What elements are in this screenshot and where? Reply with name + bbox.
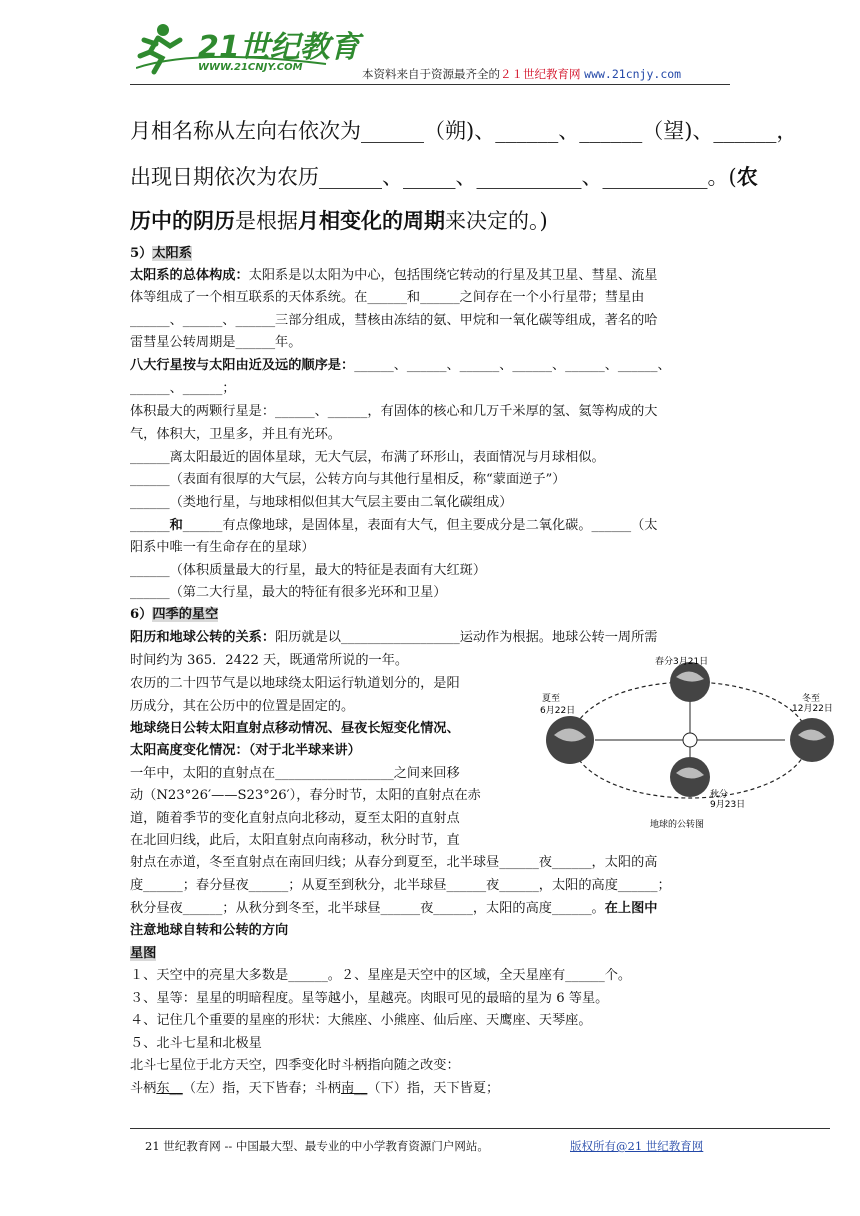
label-summer-1: 夏至 [542,694,561,704]
intro-line-1: 月相名称从左向右依次为______（朔)、______、______（望)、______， [130,119,798,143]
s5-composition-4: 雷彗星公转周期是______年。 [130,335,302,350]
s5-composition-1 [130,266,658,285]
composition-label: 太阳系的总体构成： [130,268,249,283]
calendar-text-a: 阳历就是以 [275,630,341,645]
dipper-south: 南__ [341,1081,368,1096]
order-blanks: ______、______、______、______、______、______、 [354,358,671,373]
logo-url: WWW.21CNJY.COM [198,62,303,73]
earth-summer-icon [546,716,594,764]
s5-earth-1 [130,516,658,535]
intro-text-a: 是根据 [235,209,298,233]
s6-year-1 [130,764,460,783]
label-winter-1: 冬至 [802,694,821,704]
s5-order-2: ______、______； [130,381,236,396]
s5-jupiter: ______（体积质量最大的行星，最大的特征是表面有大红斑） [130,563,487,578]
stars-item-1: １、天空中的亮星大多数是______。２、星座是天空中的区域，全天星座有______个。 [130,968,632,983]
s6-motion-1: 地球绕日公转太阳直射点移动情况、昼夜长短变化情况、 [130,721,460,736]
calendar-text-b: 运动作为根据。地球公转一周所需 [459,630,658,645]
label-autumn-2: 9月23日 [710,800,746,810]
earth-blank: ______ [130,518,170,533]
label-summer-2: 6月22日 [540,706,576,716]
dipper-east: 东__ [156,1081,183,1096]
dipper-line-2 [130,1079,499,1098]
earth-spring-icon [670,662,710,702]
s6-year-2: 动（N23°26′——S23°26′），春分时节，太阳的直射点在赤 [130,788,481,803]
earth-and: 和 [169,518,183,533]
intro-lunar-term: 历中的阴历 [130,208,235,233]
diagram-caption: 地球的公转图 [650,820,705,830]
s5-composition-2: 体等组成了一个相互联系的天体系统。在______和______之间存在一个小行星带；彗星由 [130,290,645,305]
intro-line-3 [130,208,548,234]
stars-item-3: ３、星等：星星的明暗程度。星等越小，星越亮。肉眼可见的最暗的星为 6 等星。 [130,991,609,1006]
earth-winter-icon [790,718,834,762]
year-7-bold: 在上图中 [604,901,658,916]
s6-lunar-2: 历成分，其在公历中的位置是固定的。 [130,699,355,714]
sun-icon [683,733,697,747]
dipper-text-c: （下）指，天下皆夏； [367,1081,500,1096]
earth-text: ______有点像地球，是固体星，表面有大气，但主要成分是二氧化碳。______（太 [182,518,658,533]
stars-title: 星图 [130,946,157,961]
label-spring: 春分3月21日 [655,657,709,667]
s5-venus: ______（表面有很厚的大气层，公转方向与其他行星相反，称“蒙面逆子”） [130,472,566,487]
section-5-number: 5） [130,246,153,261]
logo-text: 21世纪教育 [198,30,360,65]
s6-lunar-1: 农历的二十四节气是以地球绕太阳运行轨道划分的，是阳 [130,676,460,691]
calendar-blank: __________________ [341,630,460,645]
dipper-text-a: 斗柄 [130,1081,157,1096]
intro-line-2-bold: 农 [736,164,758,189]
s6-year-8: 注意地球自转和公转的方向 [130,923,289,938]
earth-autumn-icon [670,757,710,797]
intro-period-term: 月相变化的周期 [298,208,445,233]
header-tagline [362,66,681,82]
s6-year-3: 道，随着季节的变化直射点向北移动，夏至太阳的直射点 [130,811,460,826]
s5-earth-2: 阳系中唯一有生命存在的星球） [130,540,315,555]
s6-year-4: 在北回归线，此后，太阳直射点向南移动，秋分时节，直 [130,833,460,848]
section-5-heading [130,244,192,263]
earth-orbit-diagram [540,655,840,835]
s5-order-1 [130,356,671,375]
site-logo[interactable] [136,18,360,78]
composition-text: 太阳系是以太阳为中心，包括围绕它转动的行星及其卫星、彗星、流星 [248,268,658,283]
s6-motion-2: 太阳高度变化情况：（对于北半球来讲） [130,743,361,758]
orbit-diagram-svg [540,655,840,835]
intro-line-2 [130,164,758,190]
stars-heading [130,944,156,963]
dipper-text-b: （左）指，天下皆春；斗柄 [182,1081,341,1096]
year-blank: __________________ [275,766,394,781]
year-text-b: 之间来回移 [393,766,460,781]
label-winter-2: 12月22日 [792,704,833,714]
tagline-prefix: 本资料来自于资源最齐全的 [362,67,500,81]
stars-item-5: ５、北斗七星和北极星 [130,1036,262,1051]
s6-year-6: 度______；春分昼夜______；从夏至到秋分，北半球昼______夜______，太阳的高度______； [130,878,671,893]
order-label: 八大行星按与太阳由近及远的顺序是： [130,358,355,373]
s5-largest-1: 体积最大的两颗行星是：______、______，有固体的核心和几万千米厚的氢、氦等构成的大 [130,404,658,419]
intro-line-2-text: 出现日期依次为农历______、_____、__________、__________。( [130,165,737,189]
tagline-url-link[interactable]: www.21cnjy.com [584,67,682,81]
dipper-line-1: 北斗七星位于北方天空，四季变化时斗柄指向随之改变： [130,1058,460,1073]
year-text-a: 一年中，太阳的直射点在 [130,766,276,781]
s6-year-5: 射点在赤道，冬至直射点在南回归线；从春分到夏至，北半球昼______夜______，太阳的高 [130,855,658,870]
stars-item-4: ４、记住几个重要的星座的形状：大熊座、小熊座、仙后座、天鹰座、天琴座。 [130,1013,592,1028]
header-divider [130,84,730,85]
calendar-label: 阳历和地球公转的关系： [130,630,276,645]
tagline-site-link[interactable]: ２１世纪教育网 [500,67,581,81]
s6-calendar-1 [130,628,658,647]
s5-largest-2: 气，体积大，卫星多，并且有光环。 [130,427,341,442]
s5-saturn: ______（第二大行星，最大的特征有很多光环和卫星） [130,585,447,600]
year-7-text: 秋分昼夜______；从秋分到冬至，北半球昼______夜______，太阳的高度______。 [130,901,605,916]
s6-calendar-2: 时间约为 365．2422 天，既通常所说的一年。 [130,653,409,668]
section-5-title: 太阳系 [152,246,192,261]
footer-copyright-link[interactable]: 版权所有@21 世纪教育网 [570,1139,704,1153]
intro-text-b: 来决定的。) [445,209,548,233]
s5-mars-like: ______（类地行星，与地球相似但其大气层主要由二氧化碳组成） [130,495,513,510]
label-autumn-1: 秋分 [710,790,729,800]
section-6-heading [130,605,218,624]
section-6-title: 四季的星空 [152,607,219,622]
section-6-number: 6） [130,607,153,622]
s5-mercury: ______离太阳最近的固体星球，无大气层，布满了环形山，表面情况与月球相似。 [130,450,605,465]
footer-left: 21 世纪教育网 -- 中国最大型、最专业的中小学教育资源门户网站。 [145,1139,489,1153]
footer-divider [130,1128,830,1129]
s5-composition-3: ______、______、______三部分组成，彗核由冻结的氨、甲烷和一氧化碳等组成，著名的哈 [130,313,658,328]
s6-year-7 [130,899,658,918]
